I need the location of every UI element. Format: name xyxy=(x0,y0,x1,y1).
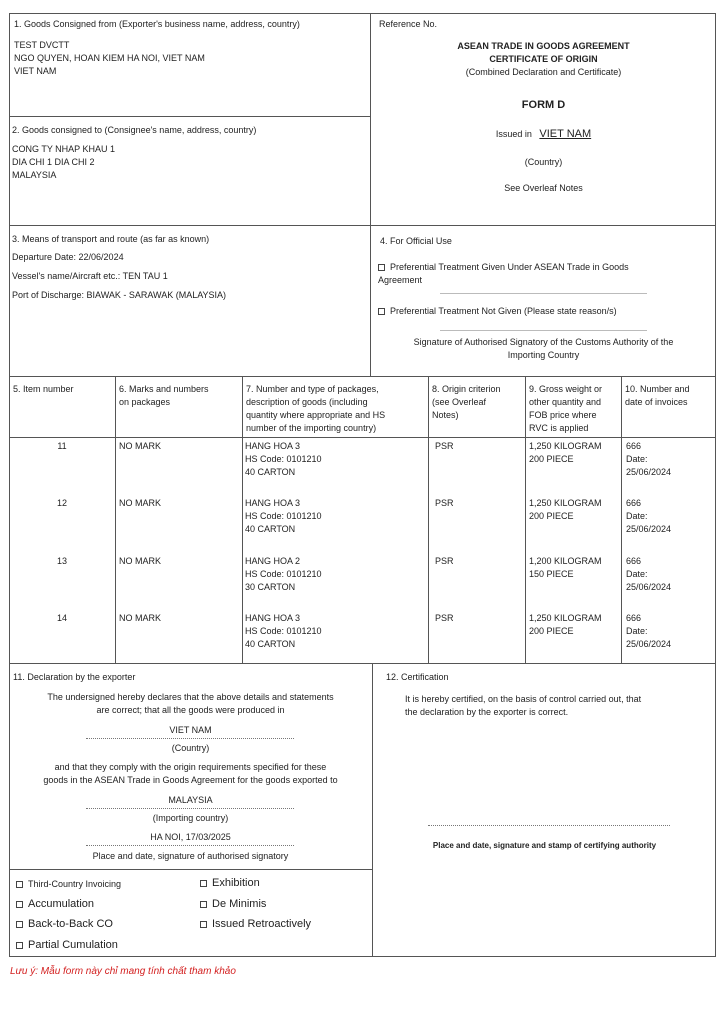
table-row: 14 NO MARK HANG HOA 3 HS Code: 0101210 40 CARTON PSR 1,250 KILOGRAM 200 PIECE 666 Date: 25/06/2024 xyxy=(56,613,672,649)
dotted-line xyxy=(428,825,670,826)
box11-title: 11. Declaration by the exporter xyxy=(13,672,136,682)
header-weight: other quantity and xyxy=(529,397,602,407)
dotted-line xyxy=(86,738,294,739)
checkbox-icon[interactable] xyxy=(200,921,207,928)
box3-title: 3. Means of transport and route (as far as known) xyxy=(12,234,210,244)
partial-cumulation-option[interactable]: Partial Cumulation xyxy=(16,938,118,952)
combined-label: (Combined Declaration and Certificate) xyxy=(465,67,622,77)
checkbox-icon[interactable] xyxy=(378,308,385,315)
checkbox-icon[interactable] xyxy=(16,881,23,888)
declaration-text: are correct; that all the goods were produced in xyxy=(96,705,285,715)
header-weight: RVC is applied xyxy=(529,423,589,433)
preferential-not-given: Preferential Treatment Not Given (Please state reason/s) xyxy=(378,305,617,318)
checkbox-icon[interactable] xyxy=(16,942,23,949)
declaration-text: The undersigned hereby declares that the above details and statements xyxy=(47,692,334,702)
accumulation-option[interactable]: Accumulation xyxy=(16,897,94,911)
issued-in-country: VIET NAM xyxy=(539,128,592,140)
header-item-number: 5. Item number xyxy=(13,384,74,394)
header-marks: 6. Marks and numbers xyxy=(119,384,209,394)
box4-title: 4. For Official Use xyxy=(380,236,452,246)
divider xyxy=(9,116,370,117)
departure-date: Departure Date: 22/06/2024 xyxy=(12,252,124,262)
checkbox-icon[interactable] xyxy=(16,921,23,928)
issued-in xyxy=(371,128,716,141)
divider xyxy=(372,663,373,957)
certifying-authority-caption: Place and date, signature and stamp of certifying authority xyxy=(432,841,657,850)
consignee-line: DIA CHI 1 DIA CHI 2 xyxy=(12,157,95,167)
consignee-line: CONG TY NHAP KHAU 1 xyxy=(12,144,116,154)
preferential-given: Preferential Treatment Given Under ASEAN Trade in Goods xyxy=(378,261,629,274)
header-marks: on packages xyxy=(119,397,171,407)
certificate-title: CERTIFICATE OF ORIGIN xyxy=(489,54,598,64)
header-description: 7. Number and type of packages, xyxy=(246,384,379,394)
divider xyxy=(9,869,372,870)
exporter-line: NGO QUYEN, HOAN KIEM HA NOI, VIET NAM xyxy=(14,53,205,63)
issued-retroactively-option[interactable]: Issued Retroactively xyxy=(200,917,311,931)
exhibition-option[interactable]: Exhibition xyxy=(200,876,260,890)
header-invoice: 10. Number and xyxy=(625,384,690,394)
third-country-invoicing-option[interactable]: Third-Country Invoicing xyxy=(16,877,121,891)
box12-title: 12. Certification xyxy=(386,672,449,682)
header-origin: Notes) xyxy=(432,410,459,420)
preferential-given-cont: Agreement xyxy=(378,275,423,285)
compliance-text: and that they comply with the origin requirements specified for these xyxy=(54,762,327,772)
divider xyxy=(9,663,716,664)
country-caption: (Country) xyxy=(171,743,210,753)
header-invoice: date of invoices xyxy=(625,397,688,407)
place-and-date: HA NOI, 17/03/2025 xyxy=(150,832,231,842)
overleaf-label: See Overleaf Notes xyxy=(504,183,583,193)
header-description: number of the importing country) xyxy=(246,423,377,433)
port-of-discharge: Port of Discharge: BIAWAK - SARAWAK (MALAYSIA) xyxy=(12,290,227,300)
checkbox-icon[interactable] xyxy=(378,264,385,271)
signatory-caption: Place and date, signature of authorised signatory xyxy=(92,851,289,861)
reference-label: Reference No. xyxy=(379,19,438,29)
customs-signature-label-cont: Importing Country xyxy=(507,350,580,360)
box2-title: 2. Goods consigned to (Consignee's name, address, country) xyxy=(12,125,257,135)
table-row: 11 NO MARK HANG HOA 3 HS Code: 0101210 40 CARTON PSR 1,250 KILOGRAM 200 PIECE 666 Date: 25/06/2024 xyxy=(57,441,672,477)
underline xyxy=(440,330,647,331)
exporter-line: VIET NAM xyxy=(14,66,57,76)
agreement-title: ASEAN TRADE IN GOODS AGREEMENT xyxy=(457,41,630,51)
checkbox-icon[interactable] xyxy=(16,901,23,908)
divider xyxy=(9,225,716,226)
importing-country: MALAYSIA xyxy=(168,795,213,805)
issued-in-label: Issued in xyxy=(495,129,532,139)
vessel-name: Vessel's name/Aircraft etc.: TEN TAU 1 xyxy=(12,271,168,281)
header-origin: 8. Origin criterion xyxy=(432,384,501,394)
underline xyxy=(440,293,647,294)
back-to-back-option[interactable]: Back-to-Back CO xyxy=(16,917,113,931)
form-d-title: FORM D xyxy=(521,99,566,111)
consignee-line: MALAYSIA xyxy=(12,170,57,180)
de-minimis-option[interactable]: De Minimis xyxy=(200,897,266,911)
header-weight: 9. Gross weight or xyxy=(529,384,603,394)
reference-note: Lưu ý: Mẫu form này chỉ mang tính chất tham khảo xyxy=(10,966,236,977)
compliance-text: goods in the ASEAN Trade in Goods Agreement for the goods exported to xyxy=(43,775,338,785)
header-description: description of goods (including xyxy=(246,397,368,407)
customs-signature-label: Signature of Authorised Signatory of the Customs Authority of the xyxy=(413,337,674,347)
importing-country-caption: (Importing country) xyxy=(152,813,229,823)
checkbox-icon[interactable] xyxy=(200,880,207,887)
exporter-line: TEST DVCTT xyxy=(14,40,70,50)
dotted-line xyxy=(86,808,294,809)
certification-text: It is hereby certified, on the basis of control carried out, that xyxy=(405,694,642,704)
header-weight: FOB price where xyxy=(529,410,597,420)
header-origin: (see Overleaf xyxy=(432,397,487,407)
table-row: 12 NO MARK HANG HOA 3 HS Code: 0101210 40 CARTON PSR 1,250 KILOGRAM 200 PIECE 666 Date: 25/06/2024 xyxy=(56,498,672,534)
box1-title: 1. Goods Consigned from (Exporter's business name, address, country) xyxy=(14,19,300,29)
dotted-line xyxy=(86,845,294,846)
country-label: (Country) xyxy=(524,157,563,167)
production-country: VIET NAM xyxy=(169,725,212,735)
table-row: 13 NO MARK HANG HOA 2 HS Code: 0101210 30 CARTON PSR 1,200 KILOGRAM 150 PIECE 666 Date: 25/06/2024 xyxy=(56,556,672,592)
header-description: quantity where appropriate and HS xyxy=(246,410,386,420)
checkbox-icon[interactable] xyxy=(200,901,207,908)
certification-text: the declaration by the exporter is correct. xyxy=(405,707,569,717)
